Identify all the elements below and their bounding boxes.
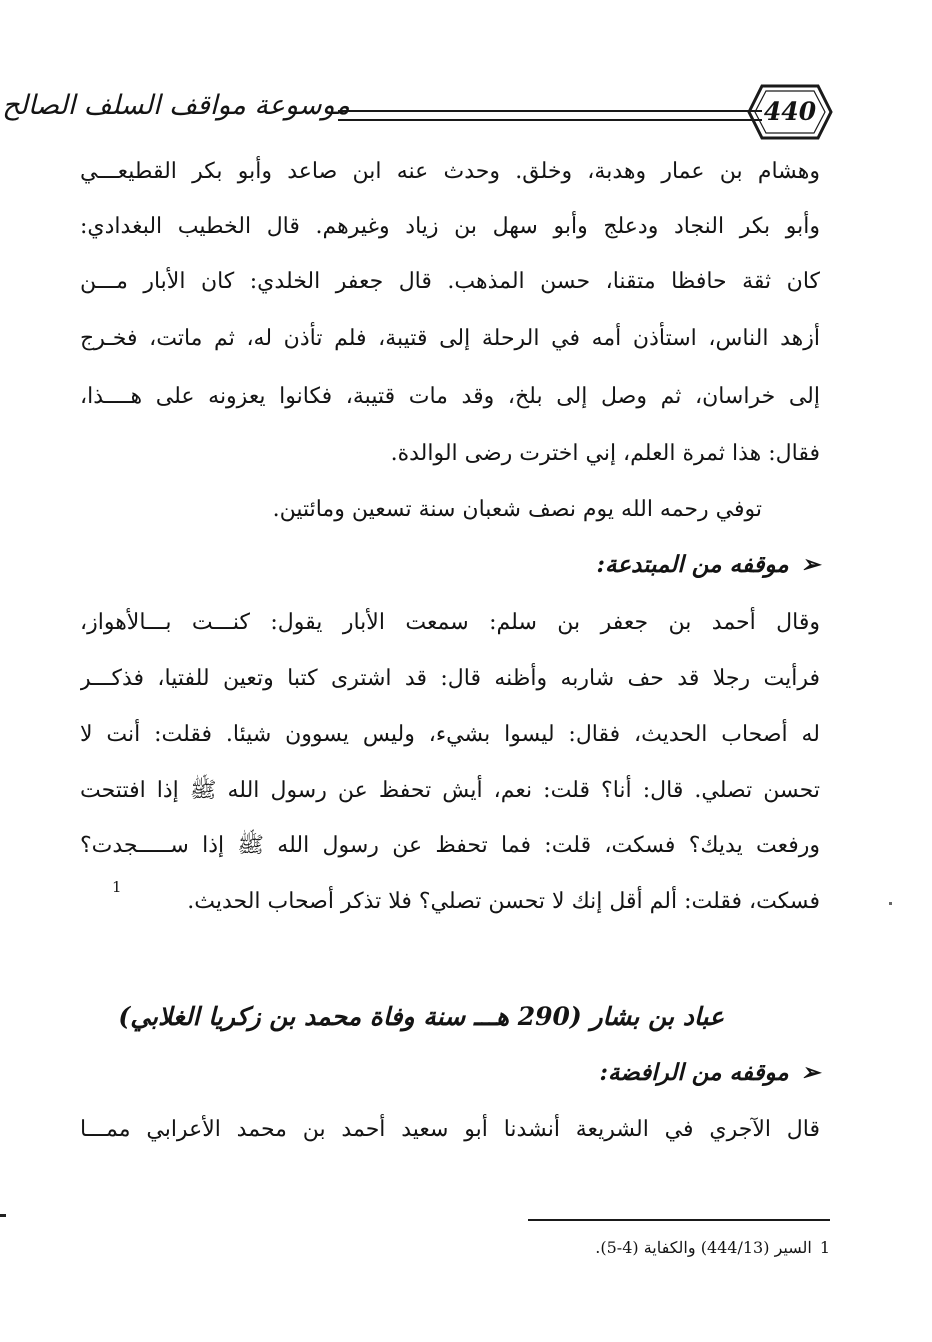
paragraph-sharia [80,1113,820,1147]
text-line: ورفعت يديك؟ فسكت، قلت: فما تحفظ عن رسول الله ﷺ إذا ســـــجدت؟ [80,833,820,858]
subheading-innovators [597,547,820,583]
series-title: موسوعة مواقف السلف الصالح [2,90,350,121]
text-line: قال الآجري في الشريعة أنشدنا أبو سعيد أحمد بن محمد الأعرابي ممـــا [80,1117,820,1142]
paragraph-narration [80,885,820,919]
text-line: له أصحاب الحديث، فقال: ليسوا بشيء، وليس يسوون شيئا. فقلت: أنت لا [80,722,820,747]
header-double-rule [338,110,762,121]
arrow-bullet-icon: ➢ [800,1059,820,1086]
text-line: فرأيت رجلا قد حف شاربه وأظنه قال: قد اشترى كتبا وتعين للفتيا، فذكـــر [80,666,820,691]
text-line: وأبو بكر النجاد ودعلج وأبو سهل بن زياد وغيرهم. قال الخطيب البغدادي: [80,214,820,239]
footnote-divider [528,1219,830,1221]
page-number-badge [745,78,835,146]
text-line: وقال أحمد بن جعفر بن سلم: سمعت الأبار يقول: كنـــت بـــالأهواز، [80,610,820,635]
subheading-rafida [599,1055,820,1091]
paragraph-narration [80,606,820,640]
text-line: فقال: هذا ثمرة العلم، إني اخترت رضى الوالدة. [390,441,820,466]
footnote-text: السير (444/13) والكفاية (4-5). [595,1238,812,1257]
footnote-number: 1 [819,1238,830,1257]
text-line: وهشام بن عمار وهدبة، وخلق. وحدث عنه ابن صاعد وأبو بكر القطيعـــي [80,159,820,184]
paragraph-continued [80,265,820,299]
text-line: توفي رحمه الله يوم نصف شعبان سنة تسعين ومائتين. [272,497,762,522]
text-line: إلى خراسان، ثم وصل إلى بلخ، وقد مات قتيبة، فكانوا يعزونه على هــــذا، [80,384,820,409]
text-line: فسكت، فقلت: ألم أقل إنك لا تحسن تصلي؟ فلا تذكر أصحاب الحديث. [187,889,820,914]
paragraph-continued [80,437,820,471]
arrow-bullet-icon: ➢ [800,551,820,578]
paragraph-narration [80,829,820,863]
page-header [2,78,835,146]
text-line: أزهد الناس، استأذن أمه في الرحلة إلى قتيبة، فلم تأذن له، ثم ماتت، فخـرج [80,326,820,351]
scan-artifact [0,1214,6,1217]
paragraph-death [22,493,762,527]
paragraph-continued [80,155,820,189]
footnote-marker[interactable]: 1 [112,878,122,896]
paragraph-continued [80,322,820,356]
subheading-text: موقفه من الرافضة: [599,1059,789,1086]
paragraph-narration [80,774,820,808]
footnote [595,1238,830,1257]
text-line: تحسن تصلي. قال: أنا؟ قلت: نعم، أيش تحفظ عن رسول الله ﷺ إذا افتتحت [80,778,820,803]
paragraph-narration [80,718,820,752]
text-line: كان ثقة حافظا متقنا، حسن المذهب. قال جعفر الخلدي: كان الأبار مـــن [80,269,820,294]
scan-artifact [889,902,892,905]
page-number: 440 [763,97,817,126]
paragraph-continued [80,380,820,414]
paragraph-narration [80,662,820,696]
paragraph-continued [80,210,820,244]
section-title: عباد بن بشار (290 هـــ سنة وفاة محمد بن زكريا الغلابي) [118,1002,724,1031]
subheading-text: موقفه من المبتدعة: [596,551,789,578]
